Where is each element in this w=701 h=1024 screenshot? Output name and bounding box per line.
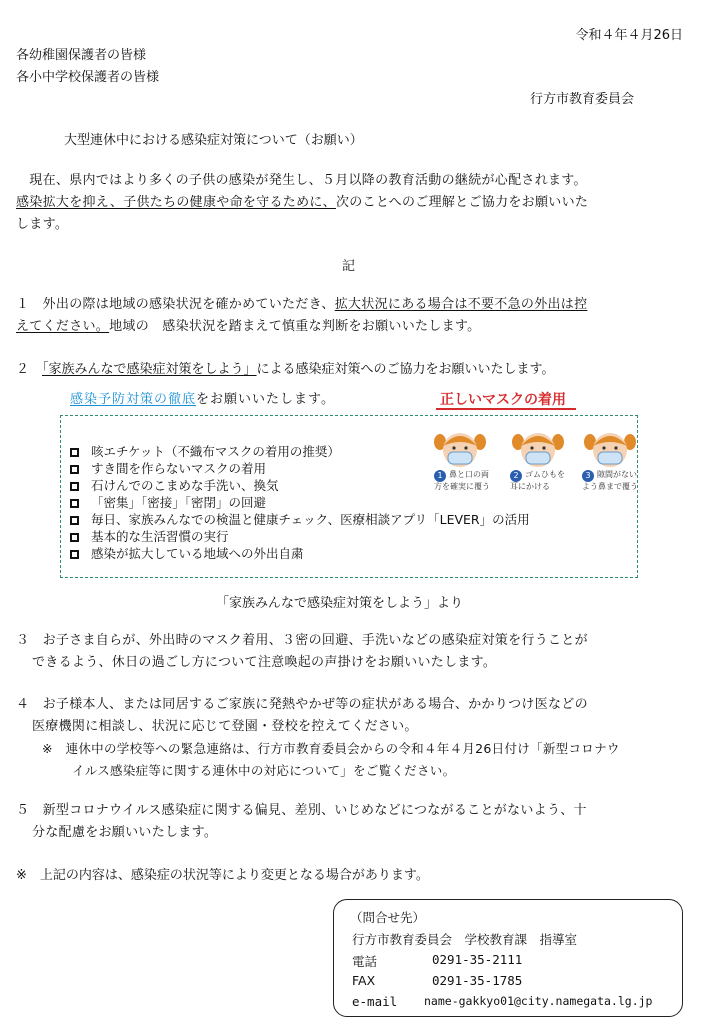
checklist-item-text: 石けんでのこまめな手洗い、換気 bbox=[91, 478, 279, 493]
item-1 bbox=[16, 294, 686, 338]
item-3-line-1: ３ お子さま自らが、外出時のマスク着用、３密の回避、手洗いなどの感染症対策を行うことが bbox=[16, 633, 588, 648]
item-2-line bbox=[16, 358, 555, 377]
tel-number: 0291-35-2111 bbox=[432, 952, 523, 967]
ki-heading: 記 bbox=[342, 259, 356, 274]
item-3 bbox=[16, 630, 686, 674]
checkbox-icon bbox=[70, 499, 79, 508]
checkbox-icon bbox=[70, 533, 79, 542]
step-number-badge: 1 bbox=[434, 470, 446, 482]
contact-org: 行方市教育委員会 学校教育課 指導室 bbox=[352, 932, 578, 947]
item-1-line-2 bbox=[16, 316, 686, 338]
intro-line-1: 現在、県内ではより多くの子供の感染が発生し、５月以降の教育活動の継続が心配されます。 bbox=[16, 173, 587, 188]
recipient-schools: 各小中学校保護者の皆様 bbox=[16, 70, 160, 85]
intro-line-3: します。 bbox=[16, 217, 69, 232]
checklist-item bbox=[70, 545, 530, 562]
item-2-rest: による感染症対策へのご協力をお願いいたします。 bbox=[256, 362, 555, 377]
checkbox-icon bbox=[70, 465, 79, 474]
footnote: ※ 上記の内容は、感染症の状況等により変更となる場合があります。 bbox=[16, 868, 429, 883]
intro-line-2-rest: 次のことへのご理解とご協力をお願いいた bbox=[335, 195, 589, 210]
mask-step-text: ゴムひもを耳にかける bbox=[510, 470, 565, 491]
fax-label: FAX bbox=[352, 973, 376, 988]
checklist-item-text: 感染が拡大している地域への外出自粛 bbox=[91, 546, 304, 561]
mask-title: 正しいマスクの着用 bbox=[440, 392, 566, 408]
checklist-item bbox=[70, 528, 530, 545]
item-4-line-1: ４ お子様本人、または同居するご家族に発熱やかぜ等の症状がある場合、かかりつけ医などの bbox=[16, 697, 588, 712]
child-mask-face-icon bbox=[584, 428, 636, 472]
item-5-line-2: 分な配慮をお願いいたします。 bbox=[32, 825, 218, 840]
item-3-line-2: できるよう、休日の過ごし方について注意喚起の声掛けをお願いいたします。 bbox=[32, 655, 497, 670]
prevention-heading-rest: をお願いいたします。 bbox=[196, 392, 335, 407]
item-5-line-1: ５ 新型コロナウイルス感染症に関する偏見、差別、いじめなどにつながることがないよう、十 bbox=[16, 803, 587, 818]
sender: 行方市教育委員会 bbox=[530, 92, 635, 107]
mask-step-2 bbox=[510, 470, 572, 492]
checkbox-icon bbox=[70, 550, 79, 559]
checklist-item bbox=[70, 511, 530, 528]
item-4 bbox=[16, 694, 686, 782]
checkbox-icon bbox=[70, 482, 79, 491]
mask-step-1 bbox=[434, 470, 496, 492]
item-1-text-2: 地域の 感染状況を踏まえて慎重な判断をお願いいたします。 bbox=[109, 319, 481, 334]
checkbox-icon bbox=[70, 448, 79, 457]
intro-underlined: 感染拡大を抑え、子供たちの健康や命を守るために、 bbox=[16, 195, 336, 210]
checklist-item-text: 咳エチケット（不織布マスクの着用の推奨） bbox=[91, 444, 340, 459]
item-2-number: ２ bbox=[16, 362, 43, 377]
checklist-item-text: 基本的な生活習慣の実行 bbox=[91, 529, 229, 544]
child-mask-face-icon bbox=[434, 428, 486, 472]
item-4-line-2: 医療機関に相談し、状況に応じて登園・登校を控えてください。 bbox=[32, 719, 418, 734]
mask-step-text: 隙間がないよう鼻まで覆う bbox=[582, 470, 638, 491]
recipient-kindergarten: 各幼稚園保護者の皆様 bbox=[16, 48, 147, 63]
document-title: 大型連休中における感染症対策について（お願い） bbox=[64, 133, 363, 148]
contact-heading: （問合せ先） bbox=[350, 910, 426, 925]
item-2-quote: 「家族みんなで感染症対策をしよう」 bbox=[42, 362, 257, 377]
step-number-badge: 3 bbox=[582, 470, 594, 482]
email-label: e-mail bbox=[352, 994, 398, 1009]
prevention-heading-accent: 感染予防対策の徹底 bbox=[70, 392, 197, 407]
step-number-badge: 2 bbox=[510, 470, 522, 482]
item-1-underlined: 拡大状況にある場合は不要不急の外出は控 bbox=[334, 297, 588, 312]
checklist-item-text: すき間を作らないマスクの着用 bbox=[91, 461, 267, 476]
checklist-item-text: 「密集」「密接」「密閉」の回避 bbox=[91, 495, 267, 510]
checklist-item-text: 毎日、家族みんなでの検温と健康チェック、医療相談アプリ「LEVER」の活用 bbox=[91, 512, 530, 527]
email-address[interactable]: name-gakkyo01@city.namegata.lg.jp bbox=[424, 994, 653, 1008]
contact-box bbox=[333, 899, 683, 1017]
mask-title-underline bbox=[436, 408, 576, 410]
intro-paragraph bbox=[16, 170, 686, 236]
mask-step-3 bbox=[582, 470, 644, 492]
item-1-underlined-2: えてください。 bbox=[16, 319, 110, 334]
item-1-text: １ 外出の際は地域の感染状況を確かめていただき、 bbox=[16, 297, 335, 312]
tel-label: 電話 bbox=[352, 954, 378, 969]
issue-date: 令和４年４月26日 bbox=[575, 28, 683, 43]
item-4-note-line-1: ※ 連休中の学校等への緊急連絡は、行方市教育委員会からの令和４年４月26日付け「新型コロナウ bbox=[42, 741, 620, 756]
item-5 bbox=[16, 800, 686, 844]
intro-line-2 bbox=[16, 192, 686, 214]
fax-number: 0291-35-1785 bbox=[432, 973, 523, 988]
prevention-heading bbox=[70, 388, 335, 407]
child-mask-face-icon bbox=[512, 428, 564, 472]
item-4-note-line-2: イルス感染症等に関する連休中の対応について」をご覧ください。 bbox=[72, 763, 456, 778]
mask-step-text: 鼻と口の両方を確実に覆う bbox=[434, 470, 490, 491]
source-caption: 「家族みんなで感染症対策をしよう」より bbox=[216, 596, 464, 611]
item-1-line-1 bbox=[16, 294, 686, 316]
checklist-item bbox=[70, 494, 530, 511]
checkbox-icon bbox=[70, 516, 79, 525]
